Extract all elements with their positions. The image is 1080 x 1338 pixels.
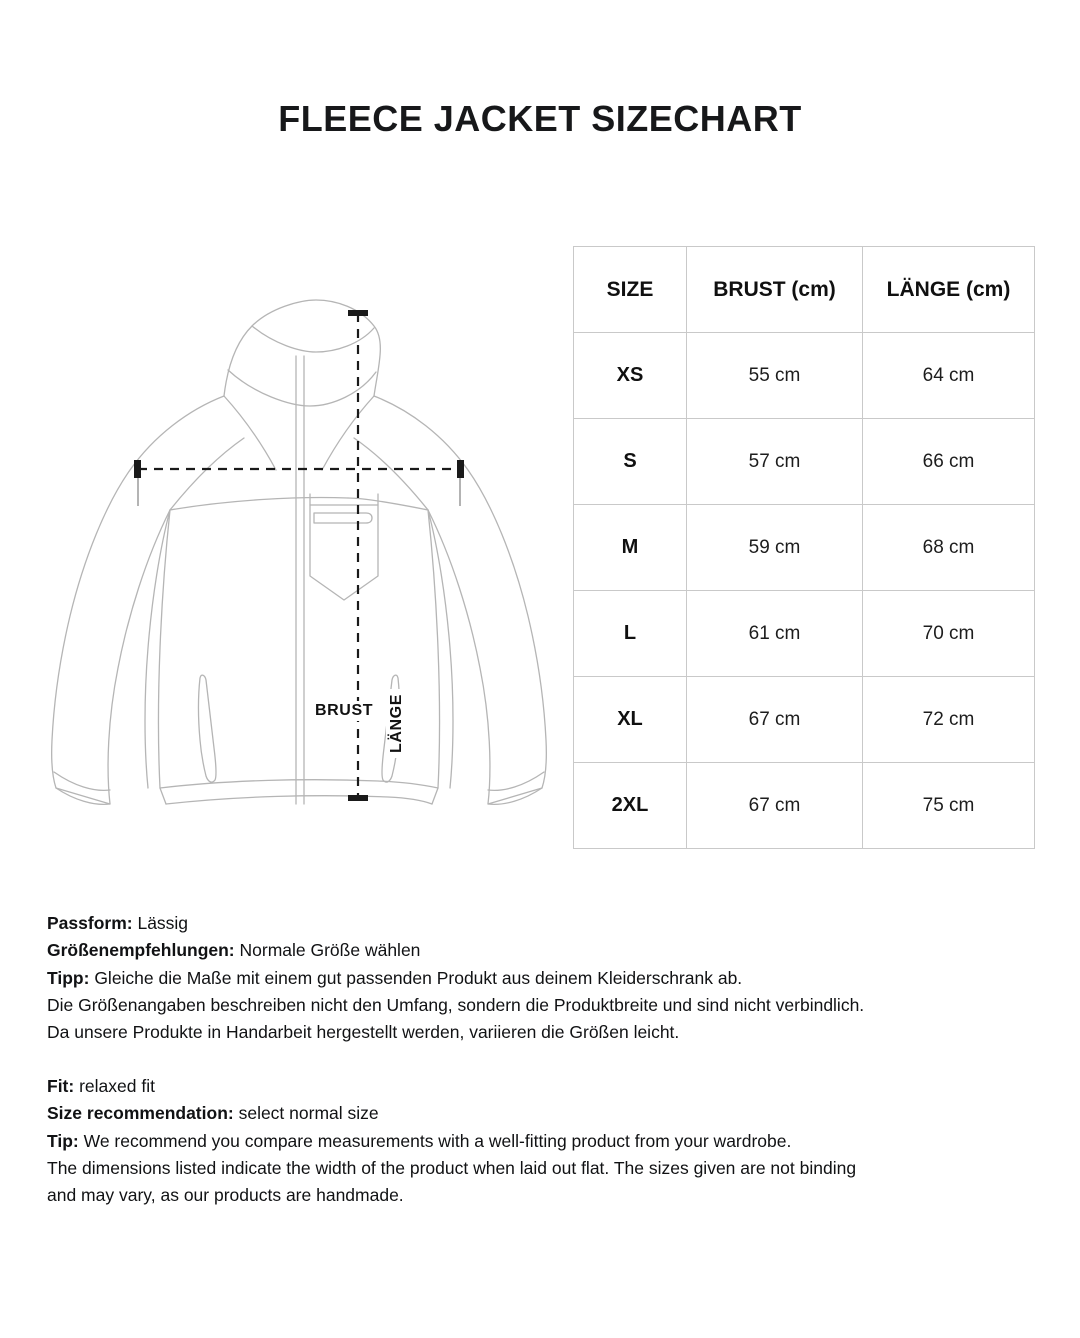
note-label-tipp: Tipp: — [47, 967, 90, 988]
size-chart-table-container — [573, 246, 1034, 849]
table-row — [574, 505, 1035, 591]
note-line-tipp — [47, 965, 1047, 992]
cell-lange: 64 cm — [863, 333, 1035, 419]
note-value-fit: relaxed fit — [74, 1076, 155, 1096]
note-line-fit — [47, 1073, 1047, 1100]
column-header-size: SIZE — [574, 247, 687, 333]
cell-brust: 55 cm — [687, 333, 863, 419]
note-label-passform: Passform: — [47, 913, 133, 933]
note-label-fit: Fit: — [47, 1076, 75, 1096]
jacket-illustration — [48, 248, 548, 848]
note-value-groessenempfehlungen: Normale Größe wählen — [234, 940, 421, 961]
notes-english — [47, 1073, 1047, 1209]
table-row — [574, 419, 1035, 505]
table-row — [574, 591, 1035, 677]
notes-german — [47, 910, 1047, 1046]
cell-brust: 61 cm — [687, 591, 863, 677]
cell-lange: 68 cm — [863, 505, 1035, 591]
note-line-size-recommendation — [47, 1100, 1047, 1127]
cell-brust: 57 cm — [687, 419, 863, 505]
page-title: FLEECE JACKET SIZECHART — [278, 98, 802, 139]
cell-size: L — [574, 591, 687, 677]
cell-brust: 67 cm — [687, 677, 863, 763]
note-label-size-recommendation: Size recommendation: — [47, 1103, 234, 1124]
table-header-row — [574, 247, 1035, 333]
cell-size: 2XL — [574, 763, 687, 849]
cell-brust: 59 cm — [687, 505, 863, 591]
note-line-groessenempfehlungen — [47, 937, 1047, 964]
note-line-handarbeit: Da unsere Produkte in Handarbeit hergestellt werden, variieren die Größen leicht. — [47, 1022, 680, 1043]
note-line-dimensions: The dimensions listed indicate the width of the product when laid out flat. The sizes given are not binding — [47, 1157, 857, 1178]
note-line-groessenangaben: Die Größenangaben beschreiben nicht den Umfang, sondern die Produktbreite und sind nicht verbindlich. — [47, 994, 865, 1015]
cell-lange: 75 cm — [863, 763, 1035, 849]
size-chart-table — [573, 246, 1035, 849]
table-row — [574, 333, 1035, 419]
note-line-handmade: and may vary, as our products are handmade. — [47, 1185, 404, 1206]
note-line-passform — [47, 910, 1047, 937]
laenge-measure-label: LÄNGE — [386, 689, 408, 758]
table-row — [574, 677, 1035, 763]
cell-size: M — [574, 505, 687, 591]
column-header-brust: BRUST (cm) — [687, 247, 863, 333]
note-value-tip: We recommend you compare measurements with a well-fitting product from your wardrobe. — [78, 1130, 792, 1151]
note-value-passform: Lässig — [132, 913, 189, 933]
column-header-lange: LÄNGE (cm) — [863, 247, 1035, 333]
cell-brust: 67 cm — [687, 763, 863, 849]
cell-size: XL — [574, 677, 687, 763]
cell-size: XS — [574, 333, 687, 419]
cell-lange: 70 cm — [863, 591, 1035, 677]
cell-lange: 66 cm — [863, 419, 1035, 505]
note-value-tipp: Gleiche die Maße mit einem gut passenden Produkt aus deinem Kleiderschrank ab. — [89, 967, 743, 988]
cell-size: S — [574, 419, 687, 505]
cell-lange: 72 cm — [863, 677, 1035, 763]
table-row — [574, 763, 1035, 849]
note-label-groessenempfehlungen: Größenempfehlungen: — [47, 940, 235, 961]
note-line-tip — [47, 1128, 1047, 1155]
note-label-tip: Tip: — [47, 1130, 79, 1151]
brust-measure-label: BRUST — [310, 701, 378, 721]
note-value-size-recommendation: select normal size — [233, 1103, 379, 1124]
